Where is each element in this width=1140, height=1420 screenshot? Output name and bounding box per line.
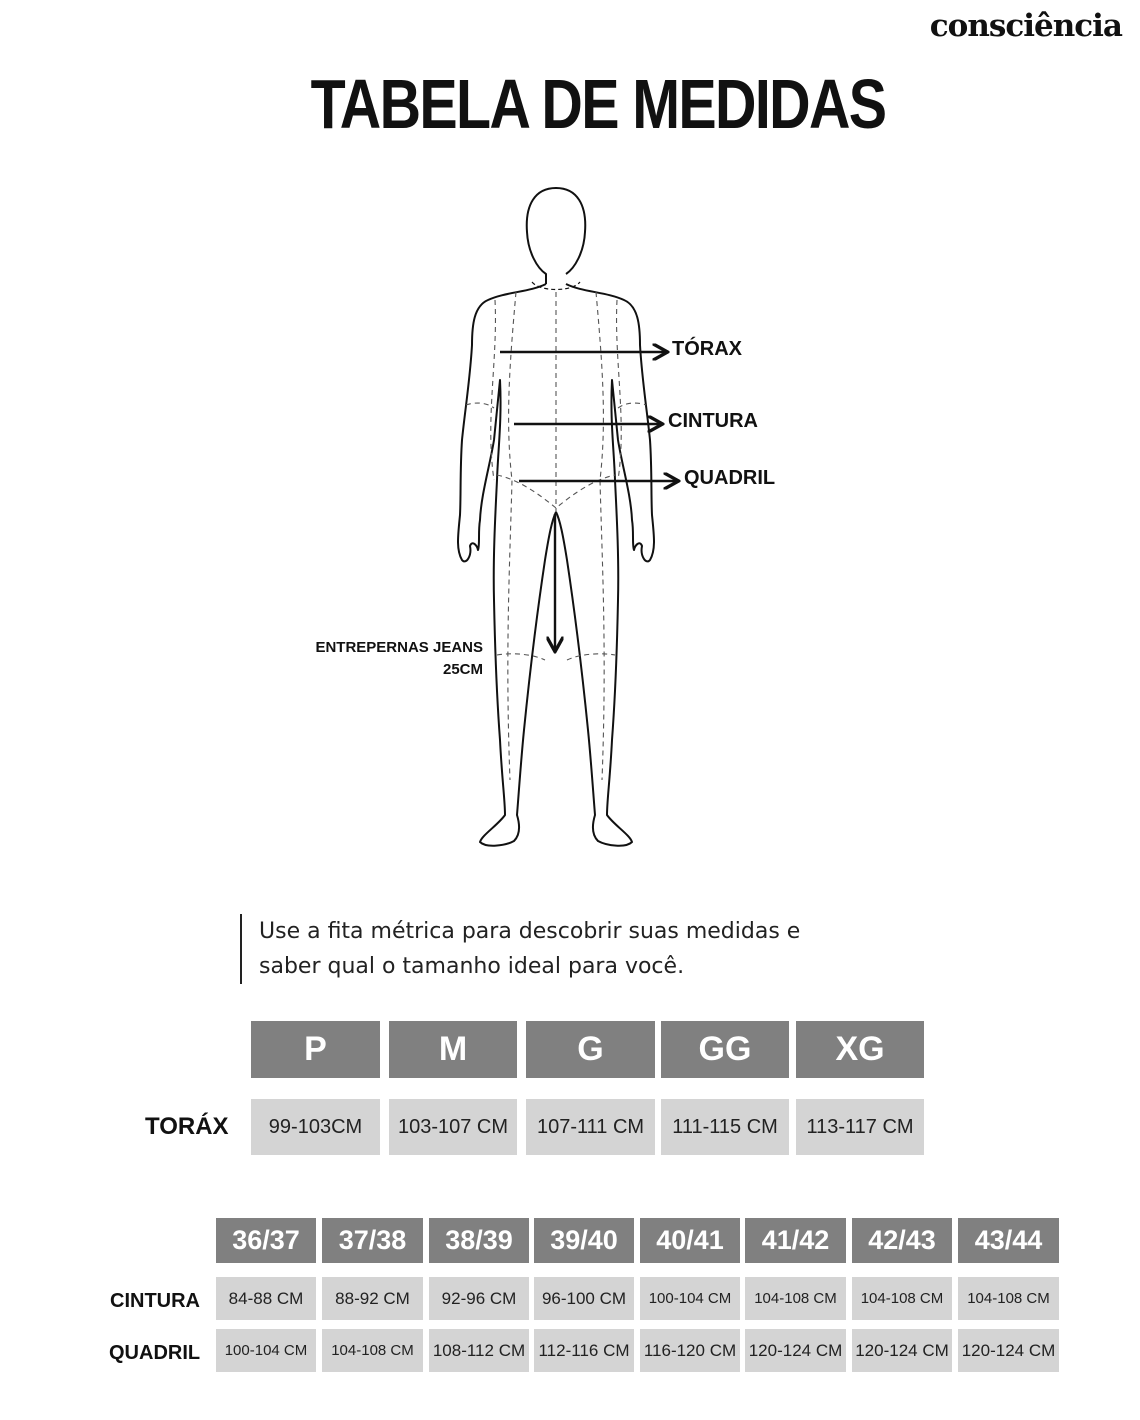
torax-value-g: 107-111 CM — [526, 1099, 655, 1155]
torax-value-p: 99-103CM — [251, 1099, 380, 1155]
entrepernas-label-line1: ENTREPERNAS JEANS — [315, 639, 483, 656]
cintura-label: CINTURA — [668, 410, 758, 432]
quadril-value-37-38: 104-108 CM — [322, 1329, 423, 1372]
cintura-value-37-38: 88-92 CM — [322, 1277, 423, 1320]
quadril-value-41-42: 120-124 CM — [745, 1329, 846, 1372]
torax-value-xg: 113-117 CM — [796, 1099, 924, 1155]
quadril-value-39-40: 112-116 CM — [534, 1329, 634, 1372]
page-title: TABELA DE MEDIDAS — [310, 65, 886, 143]
quadril-value-40-41: 116-120 CM — [640, 1329, 740, 1372]
torax-value-m: 103-107 CM — [389, 1099, 517, 1155]
size-header-36-37: 36/37 — [216, 1218, 316, 1263]
cintura-row-label: CINTURA — [110, 1290, 200, 1312]
quadril-row-label: QUADRIL — [109, 1342, 201, 1364]
instructions-line1: Use a fita métrica para descobrir suas medidas e — [259, 919, 801, 944]
cintura-value-40-41: 100-104 CM — [640, 1277, 740, 1320]
size-header-42-43: 42/43 — [852, 1218, 952, 1263]
entrepernas-label — [290, 637, 483, 681]
size-header-39-40: 39/40 — [534, 1218, 634, 1263]
size-header-g: G — [526, 1021, 655, 1078]
cintura-value-36-37: 84-88 CM — [216, 1277, 316, 1320]
torax-value-gg: 111-115 CM — [661, 1099, 789, 1155]
quadril-value-36-37: 100-104 CM — [216, 1329, 316, 1372]
size-header-xg: XG — [796, 1021, 924, 1078]
size-header-p: P — [251, 1021, 380, 1078]
quadril-value-43-44: 120-124 CM — [958, 1329, 1059, 1372]
instructions-line2: saber qual o tamanho ideal para você. — [259, 954, 685, 979]
torax-row-label: TORÁX — [145, 1113, 229, 1140]
entrepernas-label-line2: 25CM — [442, 661, 483, 678]
cintura-value-38-39: 92-96 CM — [429, 1277, 529, 1320]
cintura-value-42-43: 104-108 CM — [852, 1277, 952, 1320]
size-header-38-39: 38/39 — [429, 1218, 529, 1263]
size-header-41-42: 41/42 — [745, 1218, 846, 1263]
cintura-value-39-40: 96-100 CM — [534, 1277, 634, 1320]
measurement-instructions — [240, 914, 899, 984]
quadril-value-42-43: 120-124 CM — [852, 1329, 952, 1372]
size-header-43-44: 43/44 — [958, 1218, 1059, 1263]
size-header-40-41: 40/41 — [640, 1218, 740, 1263]
quadril-label: QUADRIL — [684, 467, 776, 489]
cintura-value-43-44: 104-108 CM — [958, 1277, 1059, 1320]
cintura-value-41-42: 104-108 CM — [745, 1277, 846, 1320]
brand-logo: consciência — [929, 8, 1122, 44]
quadril-value-38-39: 108-112 CM — [429, 1329, 529, 1372]
size-header-m: M — [389, 1021, 517, 1078]
size-header-gg: GG — [661, 1021, 789, 1078]
torax-label: TÓRAX — [672, 338, 742, 360]
size-header-37-38: 37/38 — [322, 1218, 423, 1263]
